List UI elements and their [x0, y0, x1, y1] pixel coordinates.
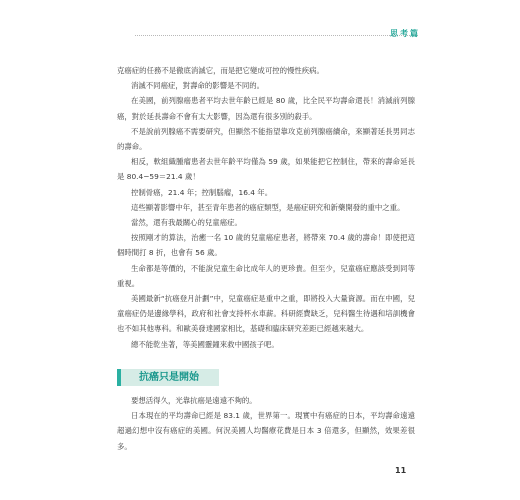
page-number: 11 [395, 466, 407, 475]
paragraph: 克癌症的任務不是徹底消滅它，而是把它變成可控的慢性疾病。 [117, 66, 324, 75]
paragraph: 消滅不同癌症，對壽命的影響是不同的。 [131, 81, 265, 91]
paragraph: 美國最新“抗癌登月計劃”中，兒童癌症是重中之重，即將投入大量資源。而在中國，兒童癌症仍是邊緣學科，政府和社會支持杯水車薪。科研經費缺乏，兒科醫生待遇和培訓機會也不如其他專科。和歐美發達國家相比，基礎和臨床研究差距已經越來越大。 [117, 294, 415, 334]
section-heading [117, 369, 219, 386]
paragraph: 不是說前列腺癌不需要研究，但顯然不能指望靠攻克前列腺癌續命，來顯著延長男同志的壽命。 [117, 126, 415, 152]
paragraph: 要想活得久，光靠抗癌是遠遠不夠的。 [131, 396, 257, 405]
body-text-top [117, 63, 415, 352]
paragraph: 這些顯著影響中年，甚至青年患者的癌症類型，是癌症研究和新藥開發的重中之重。 [131, 202, 405, 212]
section-heading-bar [117, 369, 121, 386]
paragraph: 總不能乾坐著，等美國靈鐘來救中國孩子吧。 [131, 339, 279, 349]
section-heading-title: 抗癌只是開始 [139, 372, 199, 383]
paragraph: 生命都是等價的，不能說兒童生命比成年人的更珍貴。但至少，兒童癌症應該受到同等重視。 [117, 263, 415, 288]
paragraph: 按照剛才的算法，治癒一名 10 歲的兒童癌症患者，將帶來 70.4 歲的壽命！即使把這個時間打 8 折，也會有 56 歲。 [117, 233, 415, 258]
running-header: 思考篇 [390, 29, 420, 38]
body-text-bottom [117, 393, 415, 454]
paragraph: 相反，軟組織腫瘤患者去世年齡平均僅為 59 歲，如果能把它控制住，帶來的壽命延長是 80.4−59＝21.4 歲！ [117, 157, 415, 182]
paragraph: 控制骨癌，21.4 年；控制腦瘤，16.4 年。 [131, 187, 273, 197]
paragraph: 日本現在的平均壽命已經是 83.1 歲，世界第一。現實中有癌症的日本，平均壽命遠遠超過幻想中沒有癌症的美國。何況美國人均醫療花費是日本 3 倍還多，但顯然，效果差很多。 [117, 411, 415, 451]
paragraph: 在美國，前列腺癌患者平均去世年齡已經是 80 歲，比全民平均壽命還長！消滅前列腺癌，對於延長壽命不會有太大影響，因為還有很多別的殺手。 [117, 96, 415, 121]
paragraph: 當然，還有我最關心的兒童癌症。 [131, 218, 242, 228]
